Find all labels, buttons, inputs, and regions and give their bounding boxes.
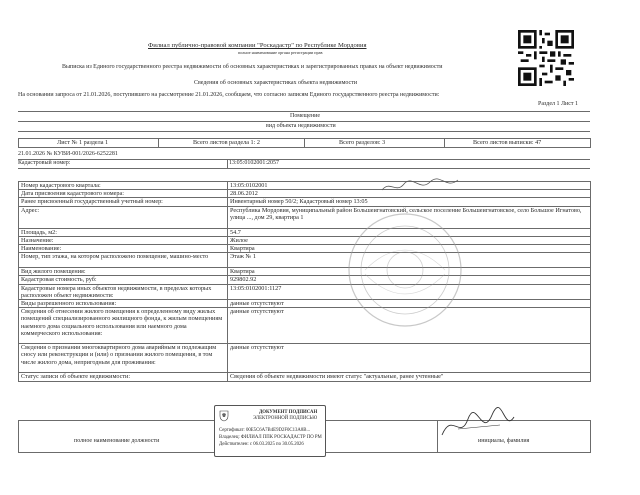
row-label: Сведения об отнесении жилого помещения к определенному виду жилых помещений специализированного жилищного фонда, к жилым помещениям наемного дома социального использования или наемного дома коммерческого использования: <box>19 308 228 344</box>
row-value: Этаж № 1 <box>228 253 591 268</box>
row-label: Кадастровая стоимость, руб: <box>19 276 228 284</box>
row-value: 13:05:0102001:1127 <box>228 284 591 299</box>
section-label: Раздел 1 Лист 1 <box>538 101 579 107</box>
qr-code-icon <box>518 30 574 86</box>
row-value: 13:05:0102001 <box>228 182 591 190</box>
row-label: Номер, тип этажа, на котором расположено помещение, машино-место <box>19 253 228 268</box>
row-value: Жилое <box>228 236 591 244</box>
characteristics-table <box>18 181 591 382</box>
cadastral-value: 13:05:0102001:2057 <box>229 160 280 166</box>
row-label: Дата присвоения кадастрового номера: <box>19 190 228 198</box>
object-type: Помещение <box>290 113 321 119</box>
table-row <box>19 236 591 244</box>
row-value: Сведения об объекте недвижимости имеют статус "актуальные, ранее учтенные" <box>228 373 591 382</box>
signature-icon <box>438 405 518 445</box>
table-row <box>19 344 591 373</box>
row-label: Виды разрешенного использования: <box>19 300 228 308</box>
table-row <box>19 268 591 276</box>
position-label: полное наименование должности <box>74 438 160 444</box>
doc-number: 21.01.2026 № КУВИ-001/2026-6252281 <box>18 151 118 157</box>
org-name: Филиал публично-правовой компании "Роскадастр" по Республике Мордовия <box>148 42 367 49</box>
table-row <box>19 206 591 228</box>
table-row <box>19 228 591 236</box>
row-value: Инвентарный номер 50/2; Кадастровый номер 13:05 <box>228 198 591 206</box>
row-label: Адрес: <box>19 206 228 228</box>
stamp-line3: Действителен: с 06.03.2025 по 30.05.2026 <box>219 442 304 447</box>
handwritten-mark-icon <box>380 176 460 196</box>
stamp-line2: Владелец: ФИЛИАЛ ППК РОСКАДАСТР ПО РМ <box>219 435 322 440</box>
row-value: 929802.92 <box>228 276 591 284</box>
row-value: Республика Мордовия, муниципальный район Большеигнатовский, сельское поселение Большеигнатовское, село Большое Игнатово, улица ..., дом 29, квартира 1 <box>228 206 591 228</box>
table-row <box>19 373 591 382</box>
row-label: Назначение: <box>19 236 228 244</box>
sheet-info-table <box>18 138 591 148</box>
row-label: Номер кадастрового квартала: <box>19 182 228 190</box>
row-label: Наименование: <box>19 245 228 253</box>
row-label: Вид жилого помещения: <box>19 268 228 276</box>
stamp-line1: Сертификат: 00E5C6A7B4E9D2F0C13A8B... <box>219 428 311 433</box>
sheet-number: Лист № 1 раздела 1 <box>19 139 159 148</box>
row-label: Сведения о признании многоквартирного дома аварийным и подлежащим сносу или реконструкции и (или) о признании жилого помещения, в том числе жилого дома, непригодным для проживания: <box>19 344 228 373</box>
table-row <box>19 182 591 190</box>
table-row <box>19 284 591 299</box>
row-value: Квартира <box>228 245 591 253</box>
cadastral-label: Кадастровый номер: <box>18 160 71 166</box>
table-row <box>19 276 591 284</box>
table-row <box>19 253 591 268</box>
e-signature-stamp <box>214 405 326 457</box>
stamp-title2: ЭЛЕКТРОННОЙ ПОДПИСЬЮ <box>253 416 318 421</box>
row-value: 54.7 <box>228 228 591 236</box>
row-value: данные отсутствуют <box>228 308 591 344</box>
signature-label: инициалы, фамилия <box>478 438 530 444</box>
seal-icon <box>345 210 465 330</box>
info-title: Сведения об основных характеристиках объекта недвижимости <box>194 80 358 86</box>
table-row <box>19 190 591 198</box>
total-sheets-extract: Всего листов выписки: 47 <box>445 139 591 148</box>
table-row <box>19 245 591 253</box>
total-sheets-section: Всего листов раздела 1: 2 <box>159 139 305 148</box>
table-row <box>19 198 591 206</box>
extract-title: Выписка из Единого государственного реестра недвижимости об основных характеристиках и зарегистрированных правах на объект недвижимости <box>62 64 443 70</box>
table-row <box>19 300 591 308</box>
row-label: Статус записи об объекте недвижимости: <box>19 373 228 382</box>
basis-text: На основании запроса от 21.01.2026, поступившего на рассмотрение 21.01.2026, сообщаем, что согласно записям Единого государственного реестра недвижимости: <box>18 92 440 98</box>
total-sections: Всего разделов: 3 <box>305 139 445 148</box>
coat-of-arms-icon <box>219 410 229 422</box>
row-value: данные отсутствуют <box>228 344 591 373</box>
row-label: Площадь, м2: <box>19 228 228 236</box>
stamp-title: ДОКУМЕНТ ПОДПИСАН <box>259 410 318 415</box>
row-value: Квартира <box>228 268 591 276</box>
row-label: Кадастровые номера иных объектов недвижимости, в пределах которых расположен объект недвижимости: <box>19 284 228 299</box>
row-label: Ранее присвоенный государственный учетный номер: <box>19 198 228 206</box>
table-row <box>19 308 591 344</box>
org-sub: полное наименование органа регистрации прав <box>238 50 323 55</box>
object-type-sub: вид объекта недвижимости <box>266 123 336 129</box>
row-value: данные отсутствуют <box>228 300 591 308</box>
row-value: 28.06.2012 <box>228 190 591 198</box>
